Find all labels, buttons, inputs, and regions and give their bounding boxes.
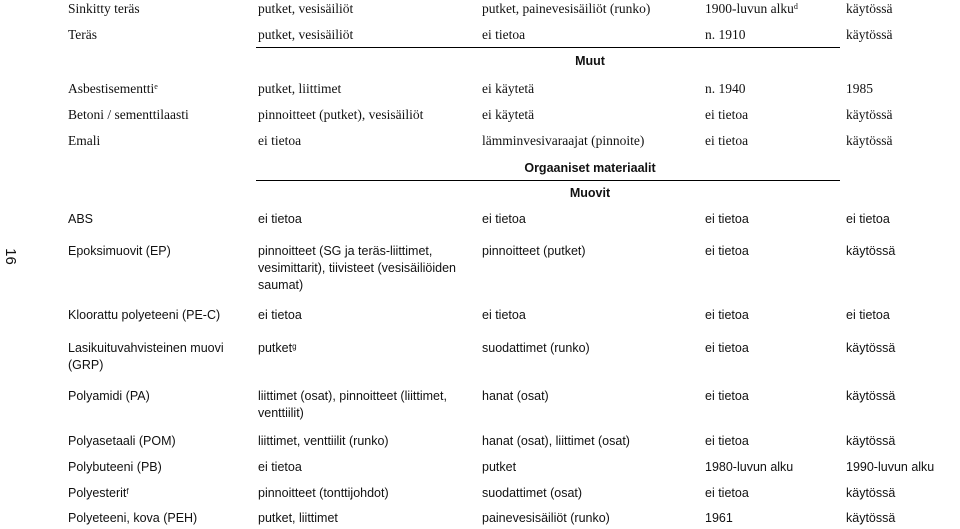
cell-material [68,132,248,149]
cell-c3 [482,388,692,405]
cell-c3 [482,80,692,97]
cell-text: putket, vesisäiliöt [258,27,354,42]
cell-c5 [846,80,956,97]
cell-c2 [258,106,473,123]
footnote-marker: f [126,487,129,496]
cell-text: käytössä [846,107,893,122]
cell-text: pinnoitteet (putket) [482,244,586,258]
cell-text: putket [482,460,517,474]
cell-c5 [846,26,956,43]
cell-material [68,388,248,405]
cell-text: 1990-luvun alku [846,460,935,474]
cell-c5 [846,307,956,324]
cell-material [68,485,248,502]
cell-text: Asbestisementti [68,81,155,96]
cell-c5 [846,388,956,405]
cell-material [68,243,248,260]
cell-text: putket, painevesisäiliöt (runko) [482,1,651,16]
cell-material [68,0,248,17]
cell-c3 [482,0,692,17]
cell-c2 [258,485,473,502]
cell-text: Polyesterit [68,486,127,500]
cell-text: ei tietoa [705,389,749,403]
cell-text: ei tietoa [482,308,526,322]
cell-text: Emali [68,133,101,148]
cell-text: painevesisäiliöt (runko) [482,511,610,525]
cell-text: 1961 [705,511,733,525]
cell-c4 [705,80,840,97]
cell-text: pinnoitteet (tonttijohdot) [258,486,389,500]
cell-text: ei tietoa [705,133,749,148]
cell-text: ei käytetä [482,107,535,122]
cell-text: ei tietoa [705,212,749,226]
cell-material [68,307,248,324]
cell-text: Sinkitty teräs [68,1,140,16]
cell-c2 [258,243,473,294]
cell-material [68,510,248,527]
cell-c4 [705,510,840,527]
cell-text: Polyamidi (PA) [68,389,150,403]
cell-c4 [705,132,840,149]
cell-material [68,106,248,123]
cell-text: ei tietoa [258,212,302,226]
cell-material [68,26,248,43]
footnote-marker: d [793,2,798,11]
cell-text: n. 1940 [705,81,746,96]
section-header-muut: Muut [575,54,605,68]
cell-c3 [482,211,692,228]
cell-c2 [258,510,473,527]
cell-text: ei tietoa [846,308,890,322]
cell-text: Polyasetaali (POM) [68,434,176,448]
cell-text: pinnoitteet (putket), vesisäiliöt [258,107,424,122]
cell-text: putket [258,341,293,355]
footnote-marker: g [292,342,297,351]
cell-text: hanat (osat) [482,389,549,403]
cell-material [68,211,248,228]
cell-text: suodattimet (osat) [482,486,583,500]
cell-text: putket, liittimet [258,511,338,525]
cell-text: käytössä [846,133,893,148]
cell-text: ei tietoa [705,107,749,122]
cell-text: Kloorattu polyeteeni (PE-C) [68,308,221,322]
cell-text: käytössä [846,511,896,525]
cell-c5 [846,510,956,527]
cell-material [68,80,248,97]
cell-text: Teräs [68,27,98,42]
cell-material [68,340,248,374]
cell-text: käytössä [846,1,893,16]
cell-text: Epoksimuovit (EP) [68,244,171,258]
cell-text: käytössä [846,389,896,403]
cell-c2 [258,132,473,149]
cell-text: ei tietoa [258,133,302,148]
cell-text: ei tietoa [705,486,749,500]
cell-text: liittimet, venttiilit (runko) [258,434,389,448]
cell-c5 [846,243,956,260]
section-header-orgaaniset: Orgaaniset materiaalit [524,161,656,175]
cell-text: Betoni / sementtilaasti [68,107,189,122]
cell-c2 [258,459,473,476]
cell-c5 [846,433,956,450]
cell-text: käytössä [846,244,896,258]
cell-text: Lasikuituvahvisteinen muovi (GRP) [68,341,224,372]
cell-text: ABS [68,212,94,226]
cell-c3 [482,433,692,450]
cell-c3 [482,510,692,527]
cell-c4 [705,340,840,357]
cell-text: käytössä [846,434,896,448]
cell-c5 [846,485,956,502]
cell-text: hanat (osat), liittimet (osat) [482,434,630,448]
cell-c2 [258,211,473,228]
cell-text: ei käytetä [482,81,535,96]
cell-text: pinnoitteet (SG ja teräs-liittimet, vesimittarit), tiivisteet (vesisäiliöiden saumat) [258,244,456,292]
cell-text: ei tietoa [258,308,302,322]
cell-c5 [846,211,956,228]
cell-text: 1980-luvun alku [705,460,794,474]
cell-c5 [846,340,956,357]
cell-c3 [482,307,692,324]
cell-text: käytössä [846,486,896,500]
section-rule [256,47,840,48]
cell-c5 [846,106,956,123]
footnote-marker: e [154,82,158,91]
page-number: 16 [1,248,19,265]
cell-c4 [705,433,840,450]
cell-c3 [482,340,692,357]
cell-c3 [482,243,692,260]
cell-text: Polyeteeni, kova (PEH) [68,511,198,525]
cell-c2 [258,0,473,17]
cell-c4 [705,211,840,228]
cell-text: lämminvesivaraajat (pinnoite) [482,133,645,148]
cell-c3 [482,106,692,123]
cell-c4 [705,243,840,260]
section-rule [256,180,840,181]
cell-c5 [846,0,956,17]
cell-c2 [258,340,473,357]
cell-c4 [705,459,840,476]
cell-c3 [482,132,692,149]
cell-text: liittimet (osat), pinnoitteet (liittimet, venttiilit) [258,389,447,420]
cell-material [68,433,248,450]
cell-c4 [705,26,840,43]
cell-text: putket, liittimet [258,81,342,96]
cell-material [68,459,248,476]
cell-c4 [705,106,840,123]
cell-text: ei tietoa [482,212,526,226]
cell-text: 1900-luvun alku [705,1,794,16]
cell-text: ei tietoa [705,434,749,448]
cell-c2 [258,433,473,450]
cell-text: ei tietoa [258,460,302,474]
cell-c4 [705,307,840,324]
cell-c3 [482,459,692,476]
cell-c5 [846,459,956,476]
cell-text: Polybuteeni (PB) [68,460,162,474]
cell-c4 [705,0,840,17]
cell-c4 [705,388,840,405]
cell-text: ei tietoa [705,244,749,258]
cell-c5 [846,132,956,149]
section-header-muovit: Muovit [569,186,611,200]
cell-text: ei tietoa [846,212,890,226]
cell-c3 [482,485,692,502]
cell-text: ei tietoa [482,27,526,42]
cell-text: n. 1910 [705,27,746,42]
cell-c2 [258,388,473,422]
cell-text: ei tietoa [705,341,749,355]
cell-c2 [258,80,473,97]
cell-text: käytössä [846,341,896,355]
cell-text: putket, vesisäiliöt [258,1,354,16]
cell-c2 [258,26,473,43]
cell-text: ei tietoa [705,308,749,322]
cell-c4 [705,485,840,502]
cell-text: käytössä [846,27,893,42]
cell-c2 [258,307,473,324]
cell-text: suodattimet (runko) [482,341,590,355]
cell-text: 1985 [846,81,873,96]
cell-c3 [482,26,692,43]
